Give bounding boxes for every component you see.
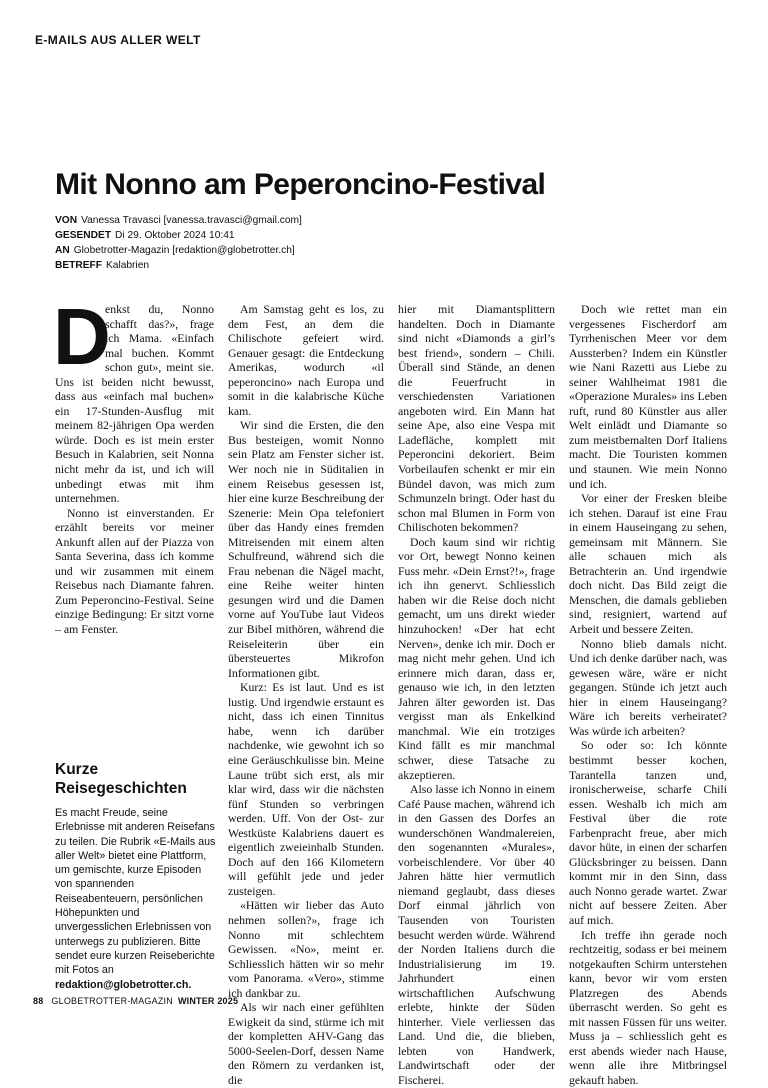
- meta-from: [55, 213, 475, 228]
- meta-to: [55, 243, 475, 258]
- paragraph: Vor einer der Fresken bleibe ich stehen. Darauf ist eine Frau in einem Hauseingang zu sehen, gemeinsam mit Männern. Sie alle schauen mich als Betrachterin an. Und irgendwie doch nicht. Das Bild zeigt die Menschen, die damals geblieben sind, resigniert, wartend auf Arbeit und bessere Zeiten.: [569, 491, 727, 637]
- page-footer: [33, 996, 238, 1006]
- infobox-email-link[interactable]: redaktion@globetrotter.ch.: [55, 978, 192, 991]
- page-number: 88: [33, 996, 44, 1006]
- email-header: [55, 213, 475, 273]
- article-column-4: [569, 302, 727, 1088]
- meta-subject: [55, 258, 475, 273]
- section-label: E-MAILS AUS ALLER WELT: [35, 33, 201, 47]
- meta-key: BETREFF: [55, 260, 102, 271]
- infobox-body: Es macht Freude, seine Erlebnisse mit anderen Reisefans zu teilen. Die Rubrik «E-Mails aus aller Welt» bietet eine Plattform, um gemischte, kurze Episoden von spannenden Reiseabenteuern, persönlichen Höhepunkten und unvergesslichen Erlebnissen von unterwegs zu publizieren. Bitte sendet eure kurzen Reiseberichte mit Fotos an: [55, 807, 216, 977]
- paragraph: Ich treffe ihn gerade noch rechtzeitig, sodass er bei meinem notgekauften Schirm unterstehen kann, bevor wir vom ersten Platzregen des Abends überrascht werden. So geht es mit nassen Füssen für uns weiter. Muss ja – schliesslich geht es erst abends wieder nach Hause, wenn alle ihre Mitbringsel gekauft haben.: [569, 927, 727, 1087]
- paragraph: Nonno blieb damals nicht. Und ich denke darüber nach, was gewesen wäre, wäre er nicht gegangen. Stünde ich jetzt auch hier in einem Hauseingang? Wäre ich bereits verheiratet? Was würde ich arbeiten?: [569, 636, 727, 738]
- paragraph: D enkst du, Nonno schafft das?», frage ich Mama. «Einfach mal buchen. Kommt schon gut», meint sie. Uns ist beiden nicht bewusst, dass aus «einfach mal buchen» ein 17-Stunden-Ausflug mit meinem 82-jährigen Opa werden würde. Doch es ist mein erster Besuch in Kalabrien, seit Nonna nicht mehr da ist, und ich will unbedingt etwas mit ihm unternehmen.: [53, 292, 214, 506]
- meta-sent: [55, 228, 475, 243]
- meta-key: AN: [55, 245, 70, 256]
- issue-season: WINTER 2025: [177, 996, 239, 1006]
- meta-value: Kalabrien: [105, 260, 150, 271]
- article-title: Mit Nonno am Peperoncino-Festival: [55, 168, 546, 201]
- meta-key: GESENDET: [55, 230, 112, 241]
- meta-value: Globetrotter-Magazin [redaktion@globetrotter.ch]: [73, 245, 295, 256]
- paragraph: hier mit Diamantsplittern handelten. Doch in Diamante sind nicht «Diamonds a girl’s best friend», sondern – Chili. Überall sind Stände, an denen die Feuerfrucht in verschiedensten Variationen angeboten wird. Ein Mann hat seine Ape, also eine Vespa mit Ladefläche, komplett mit Peperoncini dekoriert. Beim Vorbeilaufen schenkt er mir ein Bündel davon, was mich zum Schmunzeln bringt. Oder hast du schon mal Blumen in Form von Chilischoten bekommen?: [398, 302, 555, 535]
- infobox-text: [55, 806, 217, 992]
- paragraph: Als wir nach einer gefühlten Ewigkeit da sind, stürme ich mit der kompletten AHV-Gang das 5000-Seelen-Dorf, dessen Name den Römern zu verdanken ist, die: [228, 1000, 384, 1087]
- drop-cap: D: [53, 292, 111, 381]
- article-column-3: [398, 302, 555, 1088]
- paragraph: Wir sind die Ersten, die den Bus besteigen, womit Nonno sein Platz am Fenster sicher ist. Wer noch nie in Süditalien in einem Reisebus gesessen ist, hier eine kurze Beschreibung der Szenerie: Mein Opa telefoniert über das Handy eines fremden Mitreisenden mit einem alten Schulfreund, während sich die Frau nebenan die Nägel macht, eine Reihe weiter hinten gesungen wird und die Damen vorne auf YouTube laut Videos zur Bibel mithören, während die Reiseleiterin über ein übersteuertes Mikrofon Informationen gibt.: [228, 418, 384, 680]
- magazine-name: GLOBETROTTER-MAGAZIN: [51, 996, 173, 1006]
- paragraph: Am Samstag geht es los, zu dem Fest, an dem die Chilischote gefeiert wird. Genauer gesagt: die Entdeckung Amerikas, wodurch «il peperoncino» nach Europa und somit in die kalabrische Küche kam.: [228, 302, 384, 418]
- paragraph: Doch kaum sind wir richtig vor Ort, bewegt Nonno keinen Fuss mehr. «Dein Ernst?!», frage ich ihn genervt. Schliesslich haben wir die Reise doch nicht gemacht, um uns direkt wieder hinzuhocken! «Der hat echt Nerven», denke ich mir. Doch er mag nicht mehr gehen. Und ich erinnere mich daran, dass er, genauso wie ich, in den letzten Jahren älter geworden ist. Das vergisst man als Enkelkind manchmal. Wie ein trotziges Kind fällt es mir manchmal schwer, diese Tatsache zu akzeptieren.: [398, 534, 555, 782]
- paragraph: Also lasse ich Nonno in einem Café Pause machen, während ich in den Gassen des Dorfes an wunderschönen Wandmalereien, den sogenannten «Murales», vorbeischlendere. Vor über 40 Jahren hätte hier vermutlich niemand geglaubt, dass dieses Dorf einmal jährlich von Tausenden von Touristen besucht werden würde. Während der Norden Italiens durch die Industrialisierung im 19. Jahrhundert einen wirtschaftlichen Aufschwung erlebte, hinkte der Süden hinterher. Viele verliessen das Land. Und die, die blieben, lebten von Handwerk, Landwirtschaft oder der Fischerei.: [398, 782, 555, 1087]
- meta-value: Vanessa Travasci [vanessa.travasci@gmail.com]: [81, 215, 302, 226]
- article-column-1: [53, 292, 214, 637]
- infobox-title: Kurze Reisegeschichten: [55, 761, 187, 797]
- meta-key: VON: [55, 215, 78, 226]
- paragraph: So oder so: Ich könnte bestimmt besser kochen, Tarantella tanzen und, ironischerweise, scharfe Chili essen. Weshalb ich mich am Festival über die rote Farbenpracht freue, aber mich davor hüte, in einen der scharfen Glücksbringer zu beissen. Dann kommt mir in den Sinn, dass auch Nonno gerade wartet. Zwar nicht auf bessere Zeiten. Aber auf mich.: [569, 738, 727, 927]
- article-column-2: [228, 302, 384, 1088]
- paragraph: Doch wie rettet man ein vergessenes Fischerdorf am Tyrrhenischen Meer vor dem Aussterben? Indem ein Künstler wie Nani Razetti aus Liebe zu seiner Wahlheimat 1981 die «Operazione Murales» ins Leben ruft, rund 80 Künstler aus aller Welt einlädt und Diamante so zum meistbemalten Dorf Italiens macht. Die Touristen kommen und staunen. Wie mein Nonno und ich.: [569, 302, 727, 491]
- paragraph: Kurz: Es ist laut. Und es ist lustig. Und irgendwie erstaunt es nicht, dass ich einen Tinnitus habe, wenn ich darüber nachdenke, wie gewohnt ich so eine Geräuschkulisse bin. Meine Laune trübt sich erst, als mir klar wird, dass wir die nächsten fünf Stunden so verbringen werden. Uff. Von der Ost- zur Westküste Kalabriens dauert es eigentlich zweieinhalb Stunden. Doch auf den 166 Kilometern will gefühlt jede und jeder zusteigen.: [228, 680, 384, 898]
- paragraph: «Hätten wir lieber das Auto nehmen sollen?», frage ich Nonno mit schlechtem Gewissen. «No», meint er. Schliesslich hätten wir so mehr vom Panorama. «Vero», stimme ich dankbar zu.: [228, 898, 384, 1000]
- paragraph: Nonno ist einverstanden. Er erzählt bereits vor meiner Ankunft allen auf der Piazza von Santa Severina, dass ich komme und wir zusammen mit einem Reisebus nach Diamante fahren. Zum Peperoncino-Festival. Seine einzige Bedingung: Er sitzt vorne – am Fenster.: [55, 505, 214, 637]
- meta-value: Di 29. Oktober 2024 10:41: [115, 230, 235, 241]
